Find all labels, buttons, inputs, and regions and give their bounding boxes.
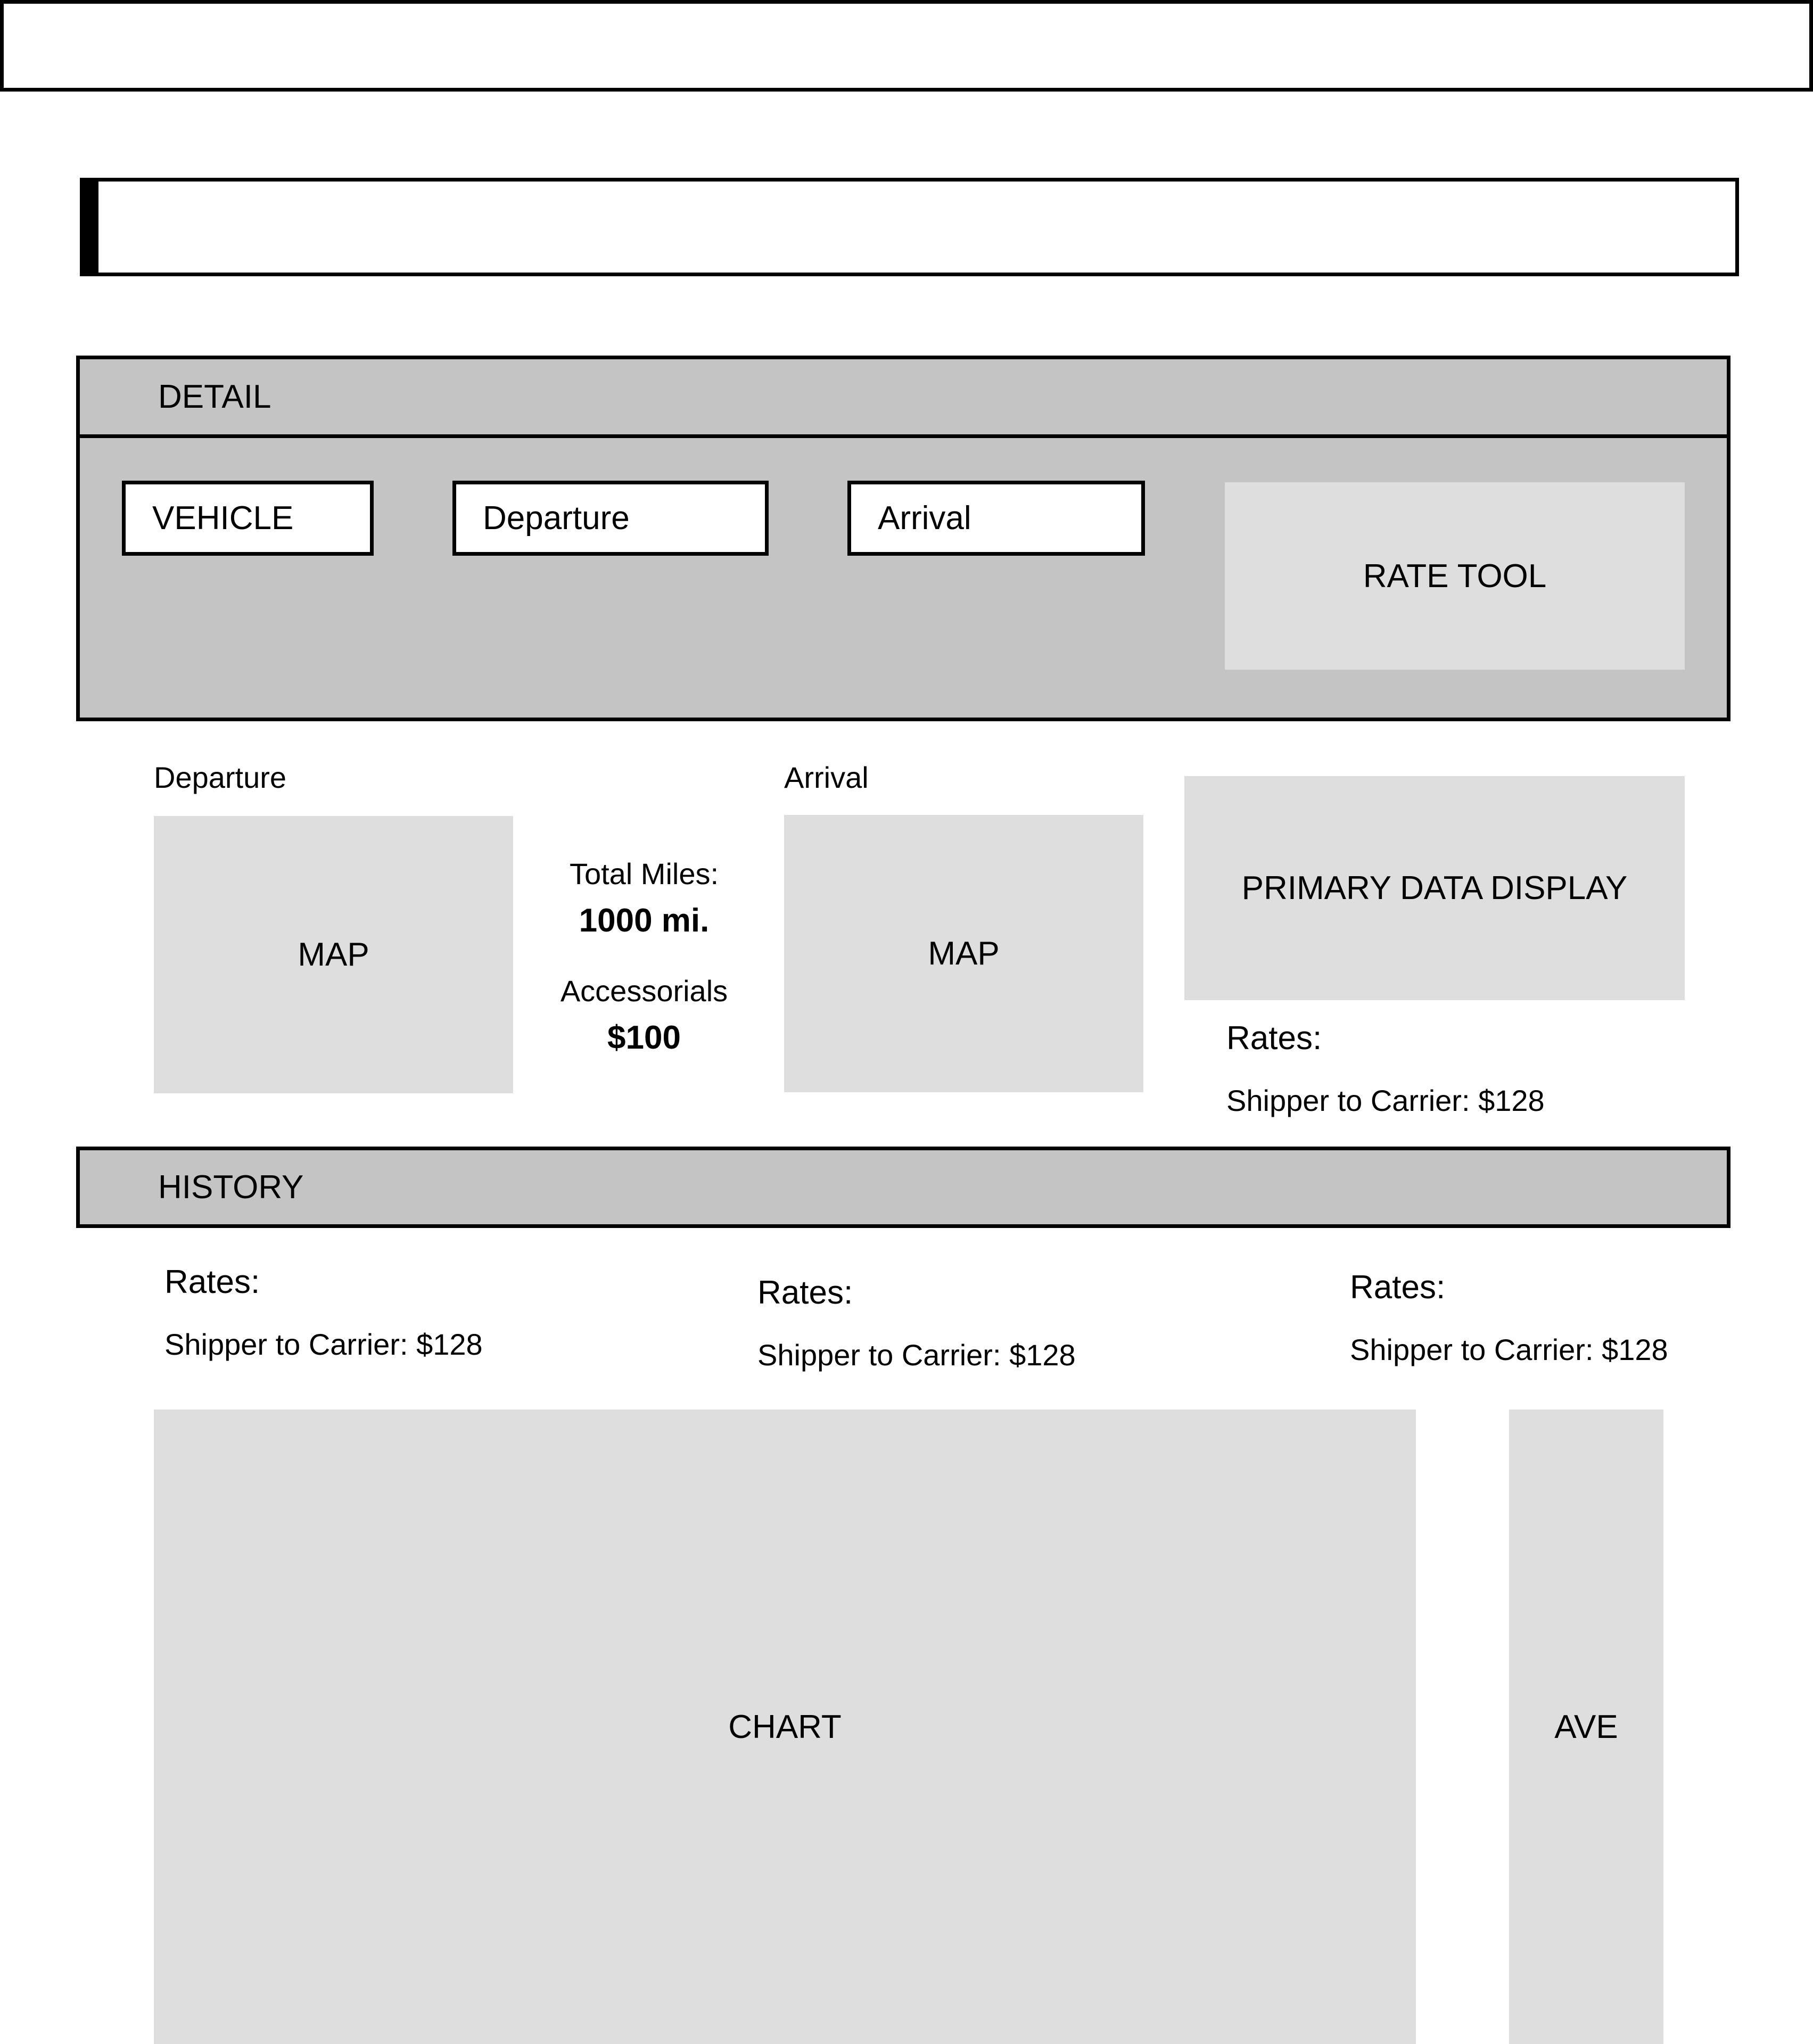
- history-header: [76, 1147, 1730, 1228]
- total-miles-value: 1000 mi.: [579, 902, 710, 939]
- total-miles-label: Total Miles:: [569, 857, 719, 891]
- history-rates-value: Shipper to Carrier: $128: [164, 1328, 483, 1361]
- departure-field[interactable]: Departure: [452, 481, 769, 556]
- primary-rates-label: Rates:: [1226, 1020, 1322, 1057]
- primary-rates-value: Shipper to Carrier: $128: [1226, 1084, 1545, 1117]
- accessorials-value: $100: [607, 1019, 681, 1056]
- primary-data-display: PRIMARY DATA DISPLAY: [1184, 776, 1685, 1000]
- rate-tool-button[interactable]: RATE TOOL: [1225, 482, 1685, 670]
- detail-header: [80, 359, 1727, 438]
- history-rates-value: Shipper to Carrier: $128: [1350, 1333, 1668, 1366]
- vehicle-field[interactable]: VEHICLE: [122, 481, 374, 556]
- accessorials-label: Accessorials: [560, 974, 728, 1008]
- history-rates-label: Rates:: [164, 1264, 260, 1300]
- top-bar: [0, 0, 1813, 92]
- history-rates-label: Rates:: [757, 1274, 853, 1311]
- history-rates-value: Shipper to Carrier: $128: [757, 1338, 1076, 1372]
- tab-4[interactable]: [95, 182, 98, 273]
- departure-label: Departure: [154, 761, 287, 794]
- detail-title: DETAIL: [158, 378, 271, 415]
- arrival-map[interactable]: MAP: [784, 815, 1143, 1092]
- history-title: HISTORY: [158, 1169, 304, 1206]
- history-rates-label: Rates:: [1350, 1269, 1446, 1306]
- average-panel: AVE: [1509, 1410, 1663, 2044]
- tab-3[interactable]: [91, 182, 95, 273]
- tab-bar: [80, 178, 1739, 276]
- tab-1[interactable]: [84, 182, 87, 273]
- history-chart: CHART: [154, 1410, 1416, 2044]
- route-stats: [524, 851, 764, 1061]
- detail-panel: [76, 356, 1730, 721]
- tab-2[interactable]: [87, 182, 91, 273]
- arrival-label: Arrival: [784, 761, 869, 794]
- departure-map[interactable]: MAP: [154, 816, 513, 1093]
- arrival-field[interactable]: Arrival: [847, 481, 1145, 556]
